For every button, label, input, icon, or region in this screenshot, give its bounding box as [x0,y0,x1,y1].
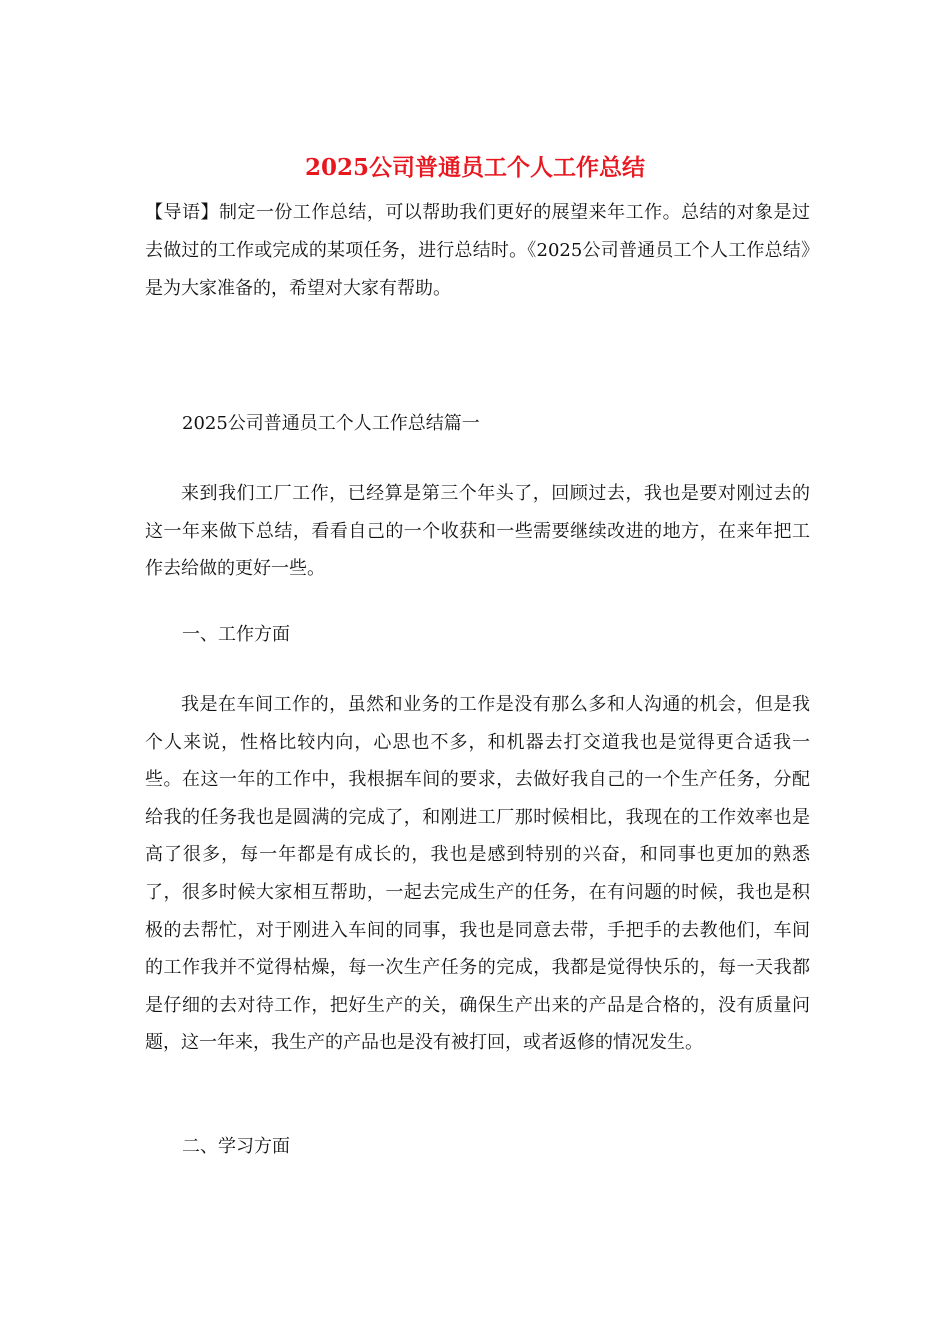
intro-paragraph: 【导语】制定一份工作总结，可以帮助我们更好的展望来年工作。总结的对象是过去做过的工作或完成的某项任务，进行总结时。《2025公司普通员工个人工作总结》是为大家准备的，希望对大家有帮助。 [145,202,810,299]
section-heading-work: 一、工作方面 [182,624,290,645]
part-heading: 2025公司普通员工个人工作总结篇一 [182,413,480,434]
section-heading-study: 二、学习方面 [182,1136,290,1157]
document-title: 2025公司普通员工个人工作总结 [304,154,645,181]
body-paragraph-work: 我是在车间工作的，虽然和业务的工作是没有那么多和人沟通的机会，但是我个人来说，性格比较内向，心思也不多，和机器去打交道我也是觉得更合适我一些。在这一年的工作中，我根据车间的要求，去做好我自己的一个生产任务，分配给我的任务我也是圆满的完成了，和刚进工厂那时候相比，我现在的工作效率也是高了很多，每一年都是有成长的，我也是感到特别的兴奋，和同事也更加的熟悉了，很多时候大家相互帮助，一起去完成生产的任务，在有问题的时候，我也是积极的去帮忙，对于刚进入车间的同事，我也是同意去带，手把手的去教他们，车间的工作我并不觉得枯燥，每一次生产任务的完成，我都是觉得快乐的，每一天我都是仔细的去对待工作，把好生产的关，确保生产出来的产品是合格的，没有质量问题，这一年来，我生产的产品也是没有被打回，或者返修的情况发生。 [145,694,810,1054]
body-paragraph-opening: 来到我们工厂工作，已经算是第三个年头了，回顾过去，我也是要对刚过去的这一年来做下总结，看看自己的一个收获和一些需要继续改进的地方，在来年把工作去给做的更好一些。 [145,483,810,580]
